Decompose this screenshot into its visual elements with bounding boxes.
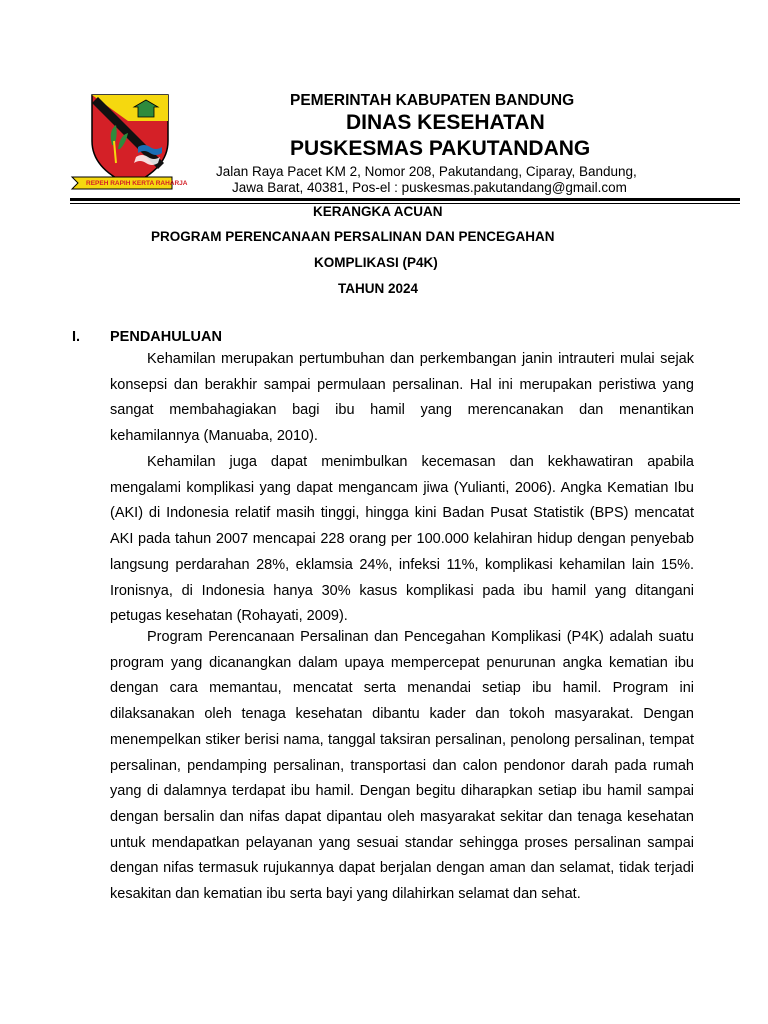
paragraph: Kehamilan juga dapat menimbulkan kecemasan dan kekhawatiran apabila mengalami komplikasi yang dapat mengancam jiwa (Yulianti, 2006). Angka Kematian Ibu (AKI) di Indonesia relatif masih tinggi, hingga kini Badan Pusat Statistik (BPS) mencatat AKI pada tahun 2007 mencapai 228 orang per 100.000 kelahiran hidup dengan penyebab langsung perdarahan 28%, eklamsia 24%, infeksi 11%, komplikasi kehamilan lain 15%. Ironisnya, di Indonesia hanya 30% kasus komplikasi pada ibu hamil yang ditangani petugas kesehatan (Rohayati, 2009).: [110, 454, 694, 625]
doc-title-line2: PROGRAM PERENCANAAN PERSALINAN DAN PENCEGAHAN: [151, 229, 555, 244]
doc-title-year: TAHUN 2024: [338, 281, 419, 296]
letterhead-address-line1: Jalan Raya Pacet KM 2, Nomor 208, Pakutandang, Ciparay, Bandung,: [216, 164, 637, 179]
section-title: PENDAHULUAN: [110, 329, 222, 345]
logo-motto: REPEH RAPIH KERTA RAHARJA: [86, 180, 188, 187]
paragraph: Kehamilan merupakan pertumbuhan dan perkembangan janin intrauteri mulai sejak konsepsi dan berakhir sampai permulaan persalinan. Hal ini merupakan peristiwa yang sangat membahagiakan bagi ibu hamil yang merencanakan dan menantikan kehamilannya (Manuaba, 2010).: [110, 351, 694, 445]
letterhead-address-line2: Jawa Barat, 40381, Pos-el : puskesmas.pakutandang@gmail.com: [232, 180, 627, 195]
doc-title-line1: KERANGKA ACUAN: [313, 204, 443, 219]
paragraph: Program Perencanaan Persalinan dan Pencegahan Komplikasi (P4K) adalah suatu program yang dicanangkan dalam upaya mempercepat penurunan angka kematian ibu dengan cara memantau, mencatat serta menandai setiap ibu hamil. Program ini dilaksanakan oleh tenaga kesehatan dibantu kader dan tokoh masyarakat. Dengan menempelkan stiker berisi nama, tanggal taksiran persalinan, penolong persalinan, tempat persalinan, pendamping persalinan, transportasi dan calon pendonor darah pada rumah yang di dalamnya terdapat ibu hamil. Dengan begitu diharapkan setiap ibu hamil sampai dengan bersalin dan nifas dapat dipantau oleh masyarakat sekitar dan tenaga kesehatan untuk mendapatkan pelayanan yang sesuai standar sehingga proses persalinan sampai dengan nifas termasuk rujukannya dapat berjalan dengan aman dan selamat, tidak terjadi kesakitan dan kematian ibu serta bayi yang dilahirkan selamat dan sehat.: [110, 629, 694, 903]
letterhead-agency: DINAS KESEHATAN: [346, 111, 545, 134]
letterhead-divider-thick: [70, 198, 740, 201]
section-number: I.: [72, 329, 81, 345]
doc-title-line3: KOMPLIKASI (P4K): [314, 255, 438, 270]
letterhead-government: PEMERINTAH KABUPATEN BANDUNG: [290, 92, 575, 109]
letterhead-institution: PUSKESMAS PAKUTANDANG: [290, 137, 591, 160]
